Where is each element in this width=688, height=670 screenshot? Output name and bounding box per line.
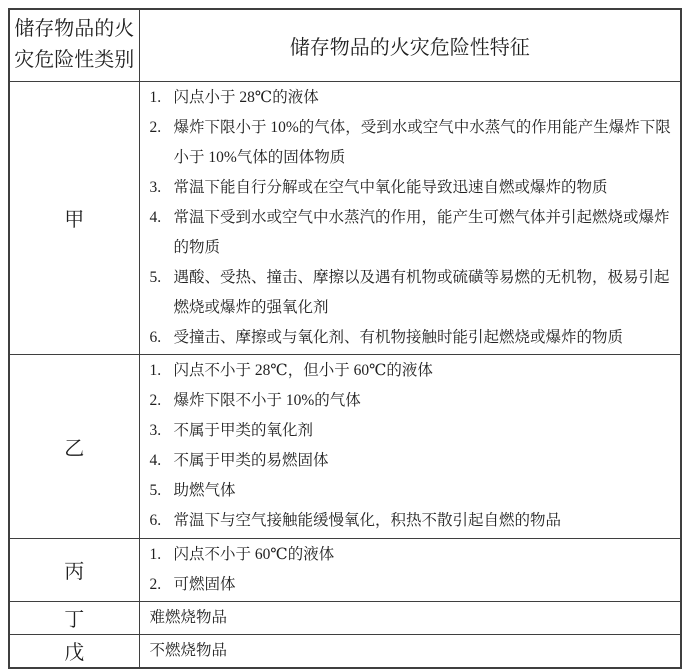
feature-item (150, 323, 675, 353)
feature-item (150, 540, 675, 570)
item-text: 闪点不小于 28℃，但小于 60℃的液体 (173, 362, 433, 379)
item-number: 1. (149, 88, 162, 106)
item-text: 常温下能自行分解或在空气中氧化能导致迅速自燃或爆炸的物质 (173, 178, 608, 196)
storage-fire-hazard-table (8, 8, 682, 669)
item-text: 不属于甲类的易燃固体 (173, 452, 329, 469)
item-text: 受撞击、摩擦或与氧化剂、有机物接触时能引起燃烧或爆炸的物质 (173, 328, 624, 346)
features-cell (139, 81, 681, 354)
item-text: 闪点小于 28℃的液体 (173, 88, 319, 106)
item-number: 5. (149, 482, 162, 499)
feature-item (150, 570, 675, 600)
item-number: 4. (149, 452, 162, 469)
item-number: 6. (149, 328, 162, 346)
item-number: 4. (149, 208, 162, 226)
document-canvas (8, 8, 682, 669)
feature-item (150, 603, 675, 633)
item-text: 不燃烧物品 (149, 641, 228, 659)
item-number: 3. (149, 422, 162, 439)
item-text: 常温下受到水或空气中水蒸汽的作用，能产生可燃气体并引起燃烧或爆炸的物质 (173, 208, 670, 256)
item-text: 常温下与空气接触能缓慢氧化，积热不散引起自燃的物品 (173, 512, 562, 529)
item-number: 2. (149, 575, 162, 593)
feature-item (150, 113, 675, 173)
item-text: 助燃气体 (173, 482, 236, 499)
item-text: 难燃烧物品 (149, 608, 228, 626)
feature-item (150, 636, 675, 666)
feature-item (150, 416, 675, 446)
features-cell (139, 538, 681, 601)
item-text: 闪点不小于 60℃的液体 (173, 545, 335, 563)
category-cell: 戊 (9, 634, 139, 668)
header-features-column: 储存物品的火灾危险性特征 (139, 9, 681, 81)
feature-item (150, 356, 675, 386)
feature-item (150, 263, 675, 323)
category-cell: 乙 (9, 354, 139, 538)
feature-item (150, 83, 675, 113)
item-text: 不属于甲类的氧化剂 (173, 422, 314, 439)
item-number: 2. (149, 118, 162, 136)
table-body (9, 81, 681, 668)
item-text: 爆炸下限小于 10%的气体，受到水或空气中水蒸气的作用能产生爆炸下限小于 10%气体的固体物质 (173, 118, 671, 166)
item-number: 1. (149, 362, 162, 379)
table-row (9, 538, 681, 601)
category-cell: 丙 (9, 538, 139, 601)
item-text: 遇酸、受热、撞击、摩擦以及遇有机物或硫磺等易燃的无机物，极易引起燃烧或爆炸的强氧化剂 (173, 268, 670, 316)
features-cell (139, 601, 681, 634)
category-cell: 甲 (9, 81, 139, 354)
features-cell (139, 354, 681, 538)
item-number: 2. (149, 392, 162, 409)
table-row (9, 601, 681, 634)
table-row (9, 354, 681, 538)
category-cell: 丁 (9, 601, 139, 634)
header-category-column: 储存物品的火灾危险性类别 (9, 9, 139, 81)
table-row (9, 81, 681, 354)
item-number: 5. (149, 268, 162, 286)
header-row (9, 9, 681, 81)
feature-item (150, 506, 675, 536)
feature-item (150, 446, 675, 476)
table-row (9, 634, 681, 668)
feature-item (150, 173, 675, 203)
feature-item (150, 386, 675, 416)
item-text: 可燃固体 (173, 575, 236, 593)
item-text: 爆炸下限不小于 10%的气体 (173, 392, 361, 409)
item-number: 6. (149, 512, 162, 529)
item-number: 3. (149, 178, 162, 196)
feature-item (150, 203, 675, 263)
feature-item (150, 476, 675, 506)
item-number: 1. (149, 545, 162, 563)
features-cell (139, 634, 681, 668)
